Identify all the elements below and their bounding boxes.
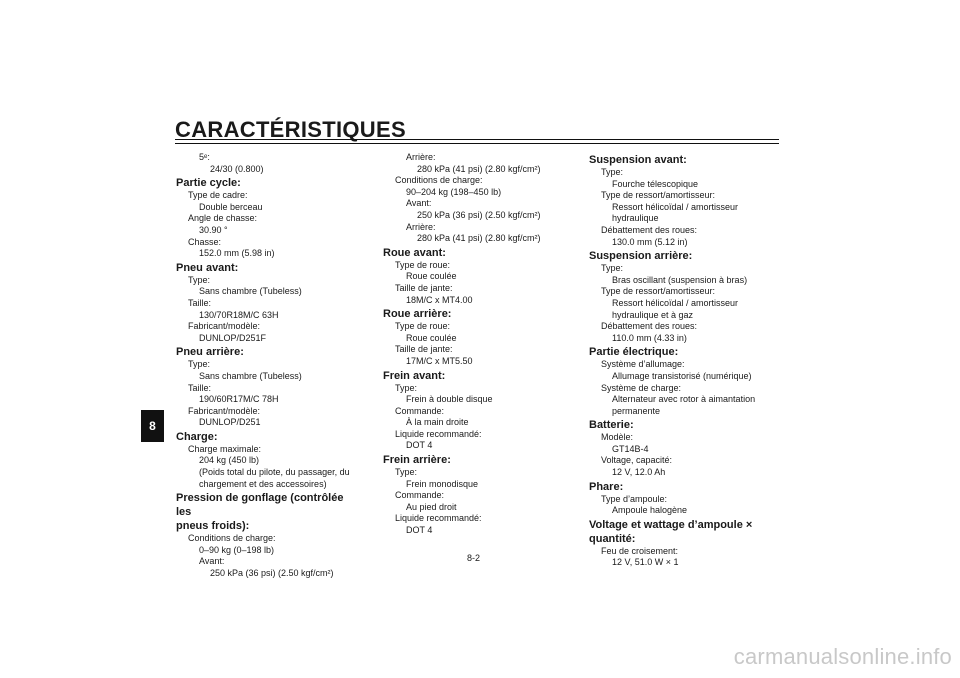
- section-heading-electrical: Partie électrique:: [589, 346, 679, 359]
- spec-value: Sans chambre (Tubeless): [199, 286, 302, 297]
- spec-value: Ressort hélicoïdal / amortisseur: [612, 297, 739, 308]
- spec-label: Chasse:: [188, 236, 222, 247]
- spec-label: Système d’allumage:: [601, 359, 685, 370]
- spec-label: Type:: [601, 167, 624, 177]
- spec-value: permanente: [612, 405, 661, 416]
- spec-label: Type:: [188, 359, 211, 370]
- spec-label: Taille:: [188, 297, 212, 308]
- section-heading-rear-tire: Pneu arrière:: [176, 346, 244, 359]
- title-rule-thin: [175, 143, 779, 144]
- spec-value: Fourche télescopique: [612, 178, 699, 189]
- section-heading-load: Charge:: [176, 430, 218, 443]
- spec-label: Type de roue:: [395, 259, 451, 270]
- spec-label: Taille de jante:: [395, 282, 453, 293]
- spec-value: 204 kg (450 lb): [199, 455, 260, 466]
- spec-value: Roue coulée: [406, 332, 457, 343]
- spec-value: 110.0 mm (4.33 in): [612, 332, 687, 343]
- spec-value: Au pied droit: [406, 501, 457, 512]
- spec-column-3: [589, 152, 789, 569]
- spec-value: Sans chambre (Tubeless): [199, 370, 302, 381]
- spec-label: Taille:: [188, 382, 212, 393]
- spec-label: Débattement des roues:: [601, 224, 698, 235]
- section-heading-pressure-cont: pneus froids):: [176, 520, 250, 533]
- spec-label: Commande:: [395, 490, 445, 501]
- spec-value: À la main droite: [406, 417, 469, 428]
- spec-label: Voltage, capacité:: [601, 455, 673, 466]
- spec-note: chargement et des accessoires): [199, 478, 327, 489]
- spec-value: 30.90 °: [199, 224, 228, 235]
- spec-value: Bras oscillant (suspension à bras): [612, 274, 748, 285]
- page-number: 8-2: [467, 553, 481, 563]
- section-heading-front-wheel: Roue avant:: [383, 246, 446, 259]
- spec-value: Roue coulée: [406, 271, 457, 282]
- spec-label: Charge maximale:: [188, 443, 262, 454]
- section-heading-battery: Batterie:: [589, 419, 634, 432]
- spec-label: Type de cadre:: [188, 190, 248, 201]
- spec-note: (Poids total du pilote, du passager, du: [199, 467, 350, 478]
- spec-label: Fabricant/modèle:: [188, 321, 261, 332]
- spec-column-2: [383, 152, 563, 537]
- spec-value: Double berceau: [199, 201, 263, 212]
- spec-value: 12 V, 51.0 W × 1: [612, 557, 679, 568]
- spec-value: Frein monodisque: [406, 478, 479, 489]
- spec-label: Type:: [395, 382, 418, 393]
- spec-value: 0–90 kg (0–198 lb): [199, 544, 275, 555]
- spec-label: Taille de jante:: [395, 344, 453, 355]
- spec-label: 5ᵉ:: [199, 152, 210, 162]
- spec-label: Conditions de charge:: [188, 533, 276, 544]
- spec-label: Avant:: [199, 556, 225, 567]
- spec-value: 18M/C x MT4.00: [406, 294, 473, 305]
- spec-label: Type d’ampoule:: [601, 493, 668, 504]
- section-heading-pressure: Pression de gonflage (contrôlée les: [176, 492, 344, 519]
- spec-label: Débattement des roues:: [601, 321, 698, 332]
- title-rule: [175, 139, 779, 140]
- spec-label: Type:: [601, 263, 624, 274]
- spec-label: Fabricant/modèle:: [188, 405, 261, 416]
- spec-value: 130/70R18M/C 63H: [199, 309, 279, 320]
- spec-value: Allumage transistorisé (numérique): [612, 370, 752, 381]
- section-heading-rear-wheel: Roue arrière:: [383, 308, 452, 321]
- spec-label: Liquide recommandé:: [395, 428, 482, 439]
- spec-value: Frein à double disque: [406, 394, 493, 405]
- spec-label: Système de charge:: [601, 382, 682, 393]
- spec-value: GT14B-4: [612, 443, 649, 454]
- site-watermark: carmanualsonline.info: [733, 644, 952, 669]
- chapter-tab: 8: [141, 410, 164, 442]
- section-heading-front-suspension: Suspension avant:: [589, 154, 687, 166]
- page-title: CARACTÉRISTIQUES: [175, 117, 406, 142]
- spec-value: 130.0 mm (5.12 in): [612, 236, 688, 247]
- spec-label: Arrière:: [406, 221, 436, 232]
- spec-value: DUNLOP/D251F: [199, 332, 267, 343]
- spec-value: 250 kPa (36 psi) (2.50 kgf/cm²): [210, 568, 334, 579]
- spec-value: 90–204 kg (198–450 lb): [406, 186, 502, 197]
- section-heading-rear-brake: Frein arrière:: [383, 454, 451, 467]
- spec-value: DOT 4: [406, 440, 433, 451]
- spec-label: Modèle:: [601, 432, 634, 443]
- spec-label: Type de roue:: [395, 321, 451, 332]
- spec-value: Ressort hélicoïdal / amortisseur: [612, 201, 739, 212]
- spec-column-1: [176, 152, 356, 580]
- section-heading-chassis: Partie cycle:: [176, 177, 241, 190]
- spec-label: Feu de croisement:: [601, 545, 679, 556]
- spec-value: 24/30 (0.800): [210, 163, 264, 174]
- section-heading-headlight: Phare:: [589, 480, 624, 493]
- spec-value: DOT 4: [406, 525, 433, 536]
- spec-label: Type de ressort/amortisseur:: [601, 286, 716, 297]
- spec-value: hydraulique et à gaz: [612, 309, 694, 320]
- spec-label: Commande:: [395, 405, 445, 416]
- spec-value: DUNLOP/D251: [199, 417, 261, 428]
- spec-label: Angle de chasse:: [188, 213, 258, 224]
- section-heading-front-brake: Frein avant:: [383, 369, 446, 382]
- spec-value: 250 kPa (36 psi) (2.50 kgf/cm²): [417, 209, 541, 220]
- spec-label: Arrière:: [406, 152, 436, 162]
- spec-value: Alternateur avec rotor à aimantation: [612, 394, 756, 405]
- section-heading-bulbs: Voltage et wattage d’ampoule × quantité:: [589, 518, 753, 545]
- spec-label: Avant:: [406, 198, 432, 209]
- spec-label: Liquide recommandé:: [395, 513, 482, 524]
- spec-value: 17M/C x MT5.50: [406, 355, 473, 366]
- section-heading-rear-suspension: Suspension arrière:: [589, 250, 693, 263]
- spec-label: Type:: [395, 467, 418, 478]
- spec-value: hydraulique: [612, 213, 659, 224]
- spec-label: Type:: [188, 274, 211, 285]
- spec-value: 12 V, 12.0 Ah: [612, 467, 666, 478]
- section-heading-front-tire: Pneu avant:: [176, 261, 239, 274]
- spec-value: 152.0 mm (5.98 in): [199, 248, 275, 259]
- spec-value: Ampoule halogène: [612, 505, 688, 516]
- spec-value: 190/60R17M/C 78H: [199, 394, 279, 405]
- spec-label: Conditions de charge:: [395, 175, 483, 186]
- spec-value: 280 kPa (41 psi) (2.80 kgf/cm²): [417, 233, 541, 244]
- spec-label: Type de ressort/amortisseur:: [601, 190, 716, 201]
- spec-value: 280 kPa (41 psi) (2.80 kgf/cm²): [417, 163, 541, 174]
